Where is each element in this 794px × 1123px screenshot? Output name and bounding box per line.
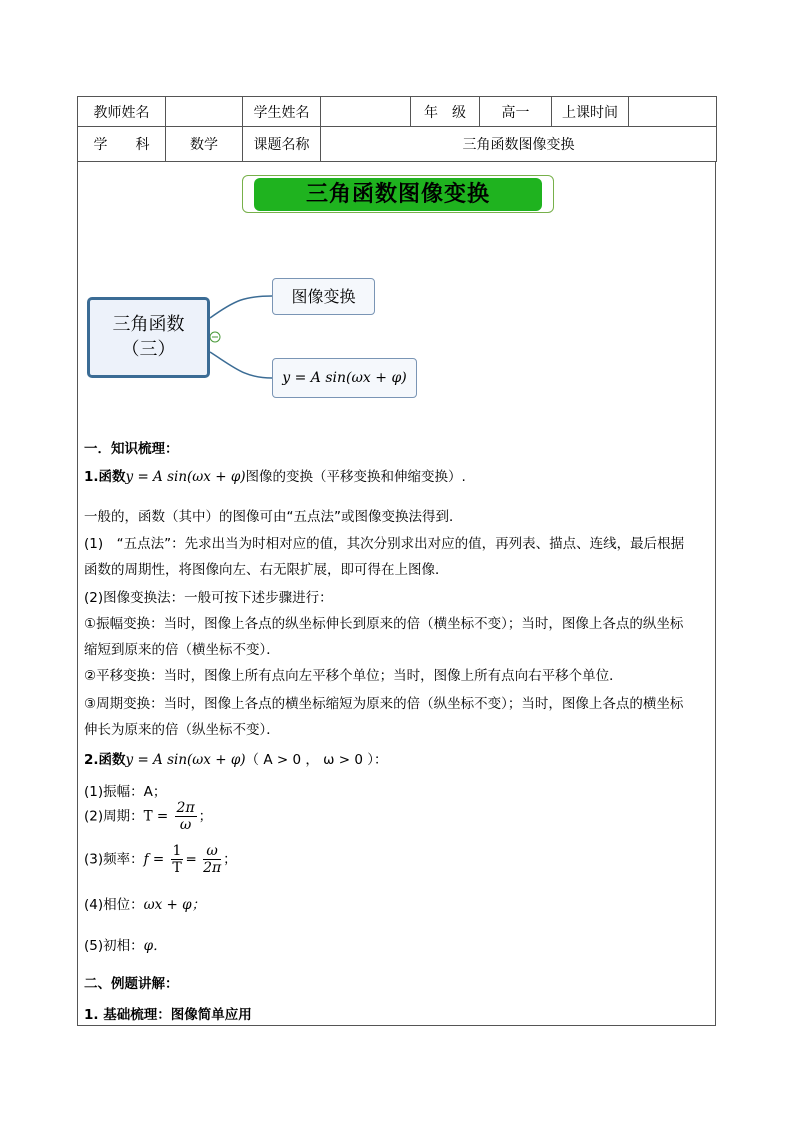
page-title: 三角函数图像变换 bbox=[254, 178, 542, 211]
frequency-numerator-1: 1 bbox=[172, 843, 182, 859]
mindmap-main-line1: 三角函数 bbox=[112, 314, 185, 335]
item-2 bbox=[84, 748, 387, 768]
item-1 bbox=[84, 465, 466, 485]
topic-value: 三角函数图像变换 bbox=[321, 127, 717, 162]
amplitude-row bbox=[84, 780, 166, 800]
grade-label: 年 级 bbox=[411, 97, 480, 127]
connector-lower bbox=[210, 352, 272, 378]
initial-phase-row bbox=[84, 934, 167, 954]
frequency-numerator-2: ω bbox=[203, 843, 221, 860]
subsection-1-heading: 1. 基础梳理：图像简单应用 bbox=[84, 1007, 252, 1023]
period-label: (2)周期： bbox=[84, 808, 144, 825]
item-1-prefix: 1.函数 bbox=[84, 469, 126, 485]
paragraph-translation: ②平移变换：当时，图像上所有点向左平移个单位；当时，图像上所有点向右平移个单位． bbox=[84, 668, 623, 684]
paragraph-general: 一般的，函数（其中）的图像可由“五点法”或图像变换法得到． bbox=[84, 509, 463, 525]
grade-value: 高一 bbox=[480, 97, 552, 127]
paragraph-transform-method: (2)图像变换法：一般可按下述步骤进行： bbox=[84, 590, 333, 606]
initial-phase-label: (5)初相： bbox=[84, 938, 144, 954]
student-label: 学生姓名 bbox=[243, 97, 321, 127]
collapse-icon[interactable] bbox=[210, 332, 220, 342]
subject-value: 数学 bbox=[166, 127, 243, 162]
period-lhs: T = bbox=[143, 808, 169, 825]
amplitude-value: A； bbox=[143, 784, 167, 800]
class-time-label: 上课时间 bbox=[552, 97, 629, 127]
amplitude-label: (1)振幅： bbox=[84, 784, 144, 800]
item-2-formula: y = A sin(ωx + φ) bbox=[125, 752, 246, 768]
period-row: (2)周期：T = $\frac{2\pi}{\omega}$ ； bbox=[84, 800, 213, 833]
item-1-formula: y = A sin(ωx + φ) bbox=[125, 469, 246, 485]
frequency-fraction-2 bbox=[203, 843, 221, 876]
frequency-fraction-1 bbox=[171, 843, 184, 876]
initial-phase-value: φ． bbox=[143, 938, 167, 954]
period-numerator: 2π bbox=[176, 800, 195, 816]
section-1-heading: 一．知识梳理： bbox=[84, 441, 179, 457]
frequency-row: (3)频率：f = $\frac{1}{T}$ = $\frac{\omega}{2\pi}$ ； bbox=[84, 843, 237, 876]
section-2-heading: 二、例题讲解： bbox=[84, 976, 179, 992]
topic-label: 课题名称 bbox=[243, 127, 321, 162]
frequency-equals: = bbox=[185, 851, 197, 868]
frequency-lhs: f = bbox=[143, 851, 165, 868]
item-2-prefix: 2.函数 bbox=[84, 752, 126, 768]
paragraph-amplitude-2: 缩短到原来的倍（横坐标不变）． bbox=[84, 642, 280, 658]
frequency-label: (3)频率： bbox=[84, 851, 144, 868]
item-1-text: 图像的变换（平移变换和伸缩变换）. bbox=[245, 469, 466, 485]
item-2-condition: （ A > 0 ， ω > 0 ）： bbox=[245, 752, 388, 768]
paragraph-five-point-2: 函数的周期性，将图像向左、右无限扩展，即可得在上图像． bbox=[84, 562, 449, 578]
period-fraction bbox=[175, 800, 197, 833]
paragraph-period-1: ③周期变换：当时，图像上各点的横坐标缩短为原来的倍（纵坐标不变）；当时，图像上各点的横坐标 bbox=[84, 696, 684, 712]
mindmap-node-transform: 图像变换 bbox=[272, 278, 375, 315]
period-denominator: ω bbox=[179, 817, 192, 833]
paragraph-five-point-1: (1) “五点法”：先求出当为时相对应的值，其次分别求出对应的值，再列表、描点、连线，最后根据 bbox=[84, 536, 685, 552]
frequency-denominator-2: 2π bbox=[203, 860, 222, 876]
mindmap-node-formula: y = A sin(ωx + φ) bbox=[272, 358, 417, 398]
phase-label: (4)相位： bbox=[84, 897, 144, 913]
teacher-label: 教师姓名 bbox=[78, 97, 166, 127]
phase-value: ωx + φ； bbox=[143, 897, 206, 913]
mindmap-main-topic bbox=[87, 297, 210, 378]
phase-row bbox=[84, 893, 205, 913]
connector-upper bbox=[210, 296, 272, 318]
frequency-denominator-1: T bbox=[172, 860, 182, 876]
mindmap-main-line2: （三） bbox=[121, 339, 176, 360]
subject-label: 学 科 bbox=[78, 127, 166, 162]
paragraph-amplitude-1: ①振幅变换：当时，图像上各点的纵坐标伸长到原来的倍（横坐标不变）；当时，图像上各点的纵坐标 bbox=[84, 616, 684, 632]
paragraph-period-2: 伸长为原来的倍（纵坐标不变）． bbox=[84, 722, 280, 738]
